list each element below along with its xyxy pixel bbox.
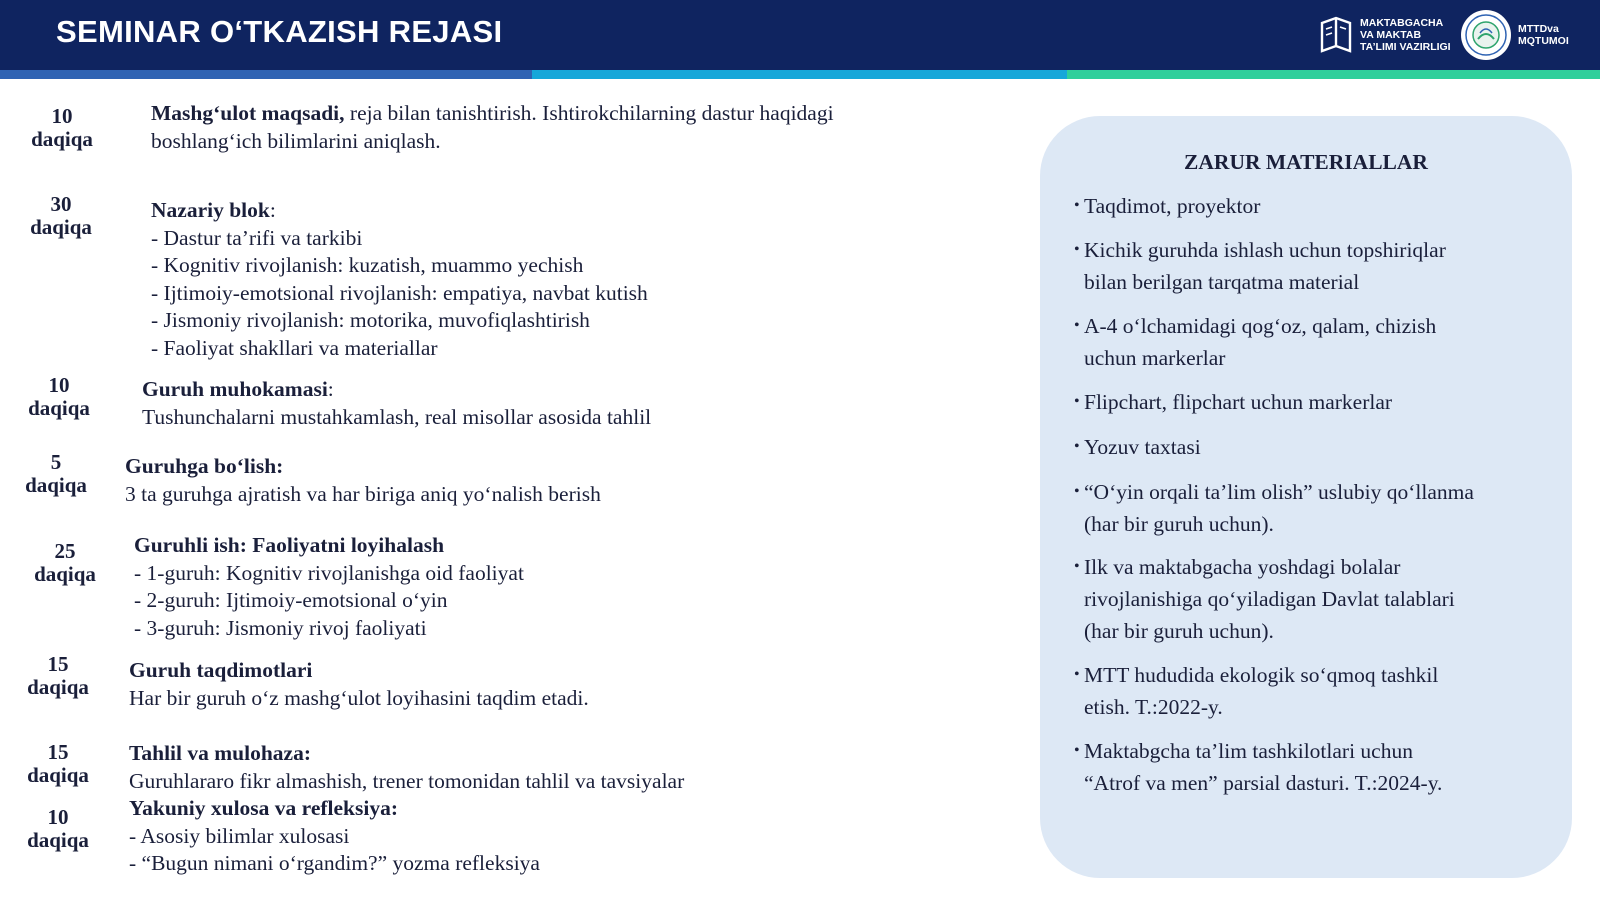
institute-logo — [1460, 12, 1569, 58]
schedule-time: 15 daqiqa — [27, 740, 89, 787]
seal-icon — [1460, 9, 1512, 61]
schedule-item — [151, 100, 834, 155]
material-item: • Maktabgcha ta’lim tashkilotlari uchun “Atrof va men” parsial dasturi. T.:2024-y. — [1074, 739, 1443, 795]
schedule-text: - Asosiy bilimlar xulosasi — [129, 823, 350, 848]
logo2-line: MTTDva — [1518, 23, 1559, 35]
schedule-text: - Ijtimoiy-emotsional rivojlanish: empatiya, navbat kutish — [151, 280, 648, 305]
schedule-text: - 3-guruh: Jismoniy rivoj faoliyati — [134, 615, 427, 640]
material-item: • A-4 o‘lchamidagi qog‘oz, qalam, chizish uchun markerlar — [1074, 314, 1437, 370]
schedule-heading: Guruh taqdimotlari — [129, 658, 313, 682]
material-item: • Flipchart, flipchart uchun markerlar — [1074, 390, 1393, 414]
schedule-time: 5 daqiqa — [25, 450, 87, 497]
schedule-heading: Guruhli ish: Faoliyatni loyihalash — [134, 533, 445, 557]
page-title: SEMINAR O‘TKAZISH REJASI — [56, 14, 503, 49]
logo1-line: VA MAKTAB — [1360, 29, 1422, 41]
schedule-text: - Dastur ta’rifi va tarkibi — [151, 225, 363, 250]
accent-stripe-blue — [0, 70, 532, 79]
schedule-text: Tushunchalarni mustahkamlash, real misollar asosida tahlil — [142, 404, 652, 429]
schedule-text: Har bir guruh o‘z mashg‘ulot loyihasini taqdim etadi. — [129, 685, 589, 710]
schedule-text: - Faoliyat shakllari va materiallar — [151, 335, 438, 360]
schedule-item: Nazariy blok: - Dastur ta’rifi va tarkibi - Kognitiv rivojlanish: kuzatish, muammo yechish - Ijtimoiy-emotsional rivojlanish: empatiya, navbat kutish - Jismoniy rivojlanish: motorika, muvofiqlashtirish - Faoliyat shakllari va materiallar — [151, 197, 648, 362]
schedule-item — [134, 532, 524, 642]
schedule-time: 10 daqiqa — [31, 104, 93, 151]
schedule-text: reja bilan tanishtirish. Ishtirokchilarning dastur haqidagi — [344, 101, 834, 125]
material-item: • “O‘yin orqali ta’lim olish” uslubiy qo‘llanma (har bir guruh uchun). — [1074, 480, 1474, 536]
material-item: • Yozuv taxtasi — [1074, 435, 1201, 459]
ministry-logo — [1318, 12, 1451, 58]
schedule-heading: Guruh muhokamasi — [142, 377, 328, 401]
schedule-text: - 1-guruh: Kognitiv rivojlanishga oid faoliyat — [134, 560, 524, 585]
materials-panel — [1040, 116, 1572, 878]
logo1-line: MAKTABGACHA — [1360, 17, 1444, 29]
material-item: • Ilk va maktabgacha yoshdagi bolalar rivojlanishiga qo‘yiladigan Davlat talablari (har bir guruh uchun). — [1074, 555, 1455, 643]
schedule-heading: Nazariy blok — [151, 198, 270, 222]
schedule-text: boshlang‘ich bilimlarini aniqlash. — [151, 128, 441, 153]
schedule-heading: Yakuniy xulosa va refleksiya: — [129, 796, 398, 820]
book-icon — [1318, 15, 1354, 55]
materials-title: ZARUR MATERIALLAR — [1184, 150, 1428, 174]
schedule-heading: Guruhga bo‘lish: — [125, 454, 284, 478]
material-item: • Kichik guruhda ishlash uchun topshiriqlar bilan berilgan tarqatma material — [1074, 238, 1446, 294]
schedule-item: Guruh muhokamasi: Tushunchalarni mustahkamlash, real misollar asosida tahlil — [142, 376, 651, 431]
logo1-line: TA’LIMI VAZIRLIGI — [1360, 41, 1451, 53]
schedule-heading: Tahlil va mulohaza: — [129, 741, 311, 765]
schedule-time: 25 daqiqa — [34, 539, 96, 586]
material-item: • MTT hududida ekologik so‘qmoq tashkil etish. T.:2022-y. — [1074, 663, 1439, 719]
schedule-text: - “Bugun nimani o‘rgandim?” yozma refleksiya — [129, 851, 540, 875]
schedule-text: - Jismoniy rivojlanish: motorika, muvofiqlashtirish — [151, 308, 590, 332]
material-item: • Taqdimot, proyektor — [1074, 194, 1261, 218]
schedule-time: 30 daqiqa — [30, 192, 92, 239]
schedule-item — [125, 453, 601, 508]
schedule-text: Guruhlararo fikr almashish, trener tomonidan tahlil va tavsiyalar — [129, 768, 685, 793]
schedule-item — [129, 795, 540, 878]
schedule-heading: Mashg‘ulot maqsadi, — [151, 101, 345, 125]
header-bar — [0, 0, 1600, 70]
schedule-item — [129, 657, 589, 712]
schedule-text: - Kognitiv rivojlanish: kuzatish, muammo yechish — [151, 253, 584, 277]
schedule-item — [129, 740, 684, 795]
logo2-line: MQTUMOI — [1518, 35, 1569, 47]
schedule-time: 10 daqiqa — [28, 373, 90, 420]
schedule-text: - 2-guruh: Ijtimoiy-emotsional o‘yin — [134, 588, 448, 612]
schedule-text: 3 ta guruhga ajratish va har biriga aniq yo‘nalish berish — [125, 481, 601, 506]
accent-stripe-green — [1067, 70, 1600, 79]
schedule-time: 10 daqiqa — [27, 805, 89, 852]
accent-stripe-cyan — [532, 70, 1067, 79]
schedule-time: 15 daqiqa — [27, 652, 89, 699]
